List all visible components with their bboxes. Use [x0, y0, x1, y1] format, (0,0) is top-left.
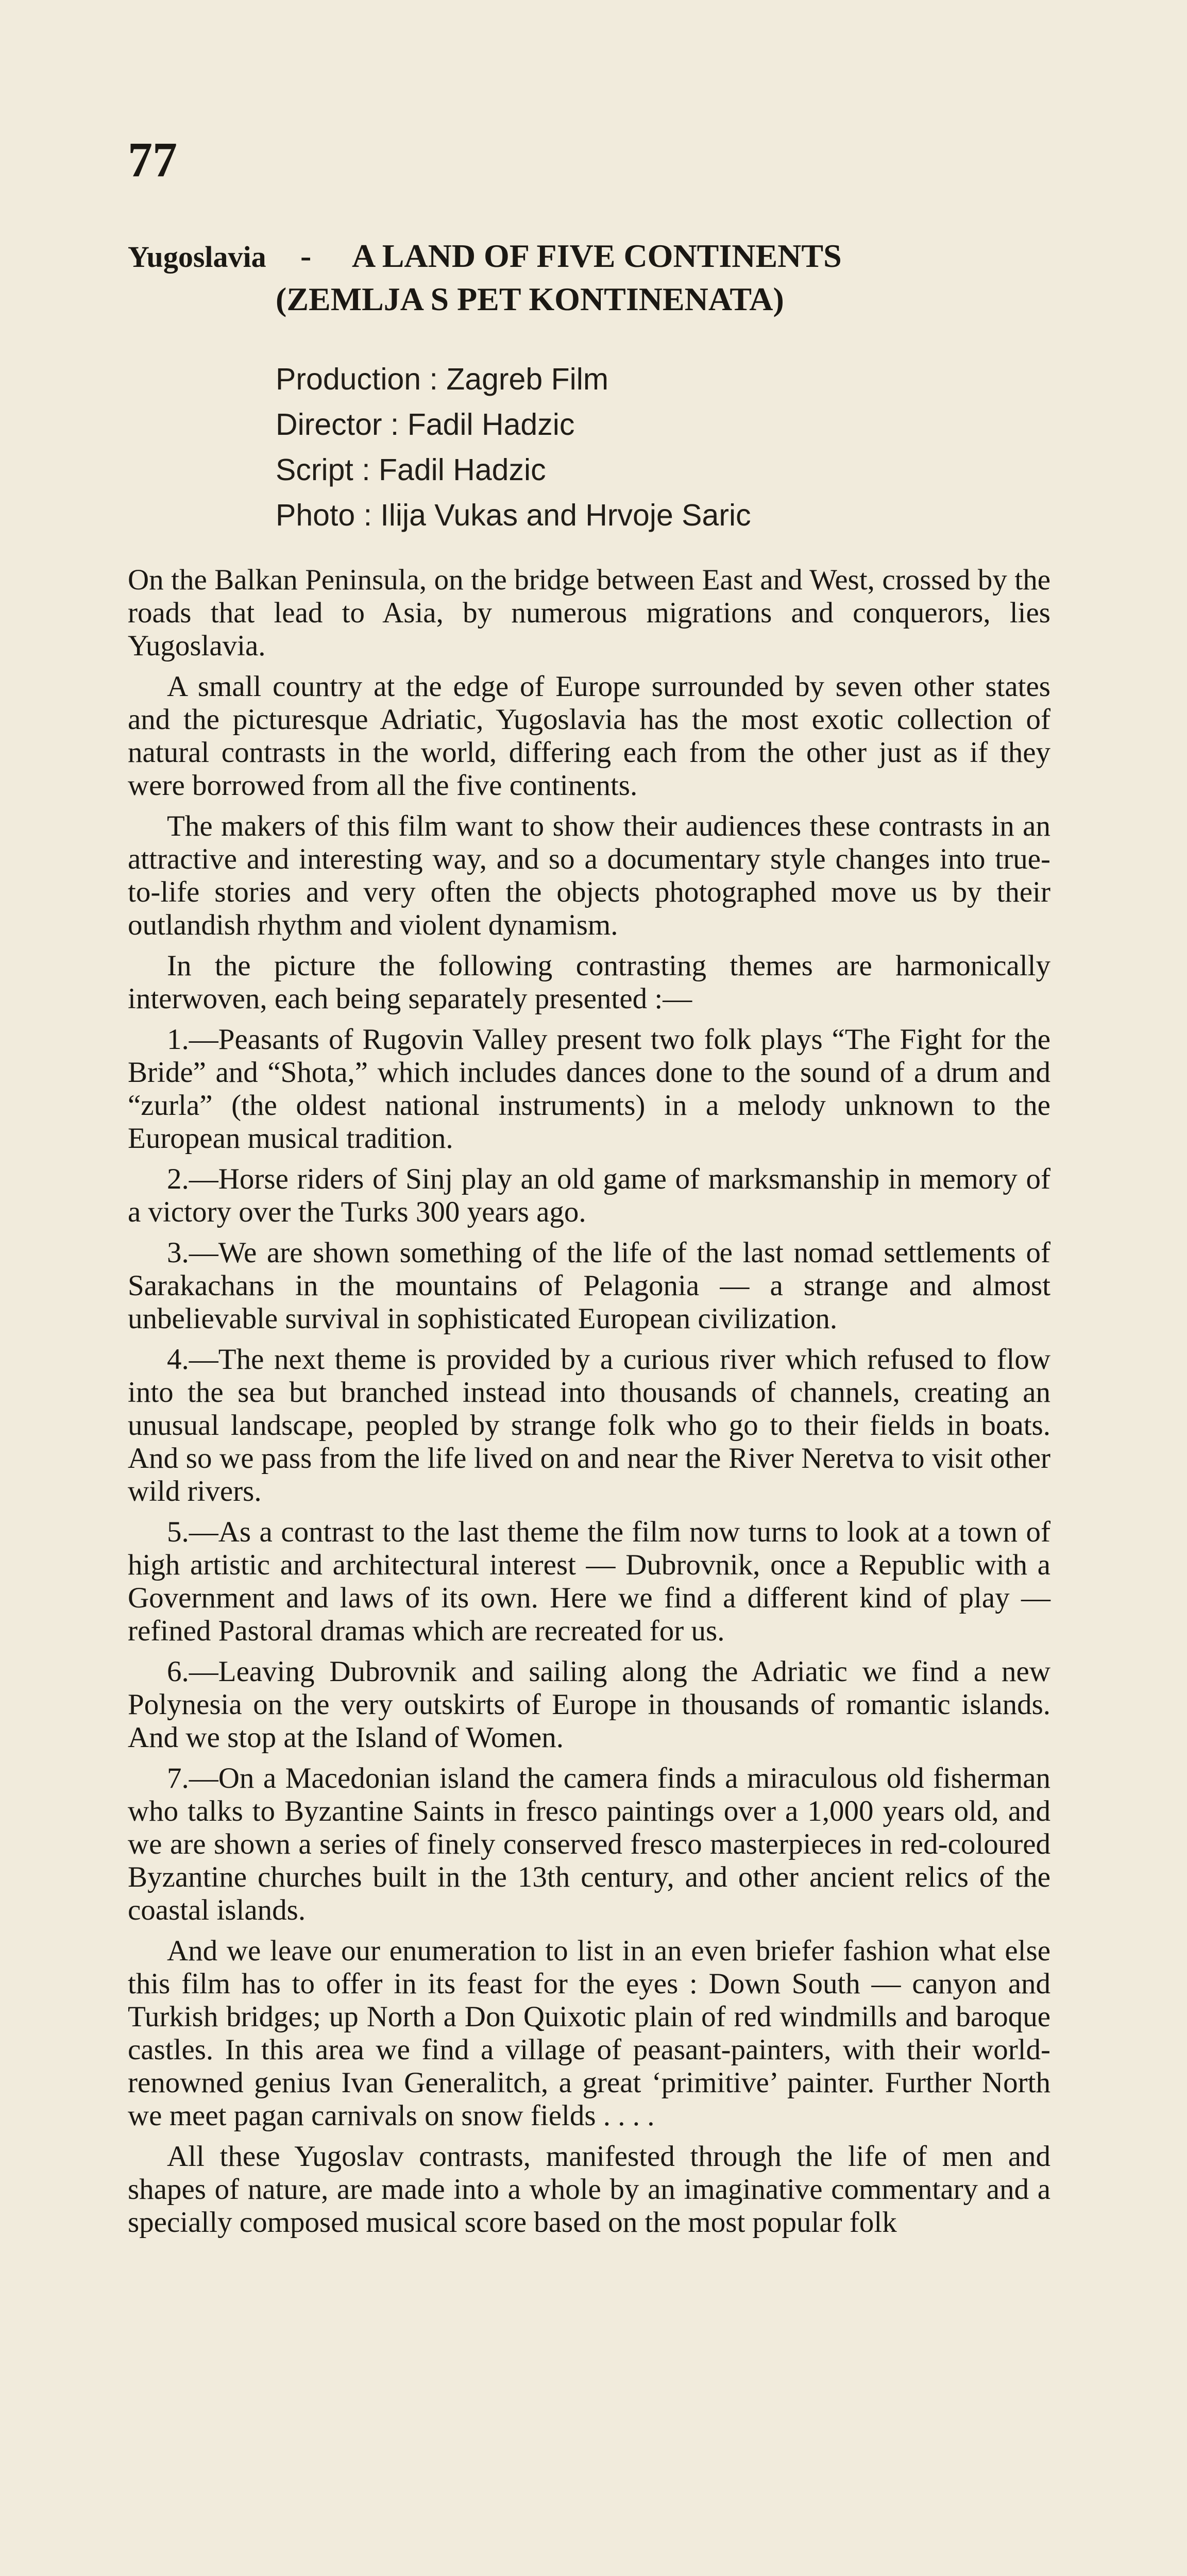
theme-item-1: 1.—Peasants of Rugovin Valley present two folk plays “The Fight for the Bride” and “Shota,” which includes dances done to the sound of a drum and “zurla” (the oldest national instruments) in a melody unknown to the European musical tradition.	[128, 1023, 1050, 1155]
credit-production: Production : Zagreb Film	[276, 362, 608, 396]
paragraph-other-highlights: And we leave our enumeration to list in an even briefer fashion what else this film has to offer in its feast for the eyes : Down South — canyon and Turkish bridges; up North a Don Quixotic plain of red windmills and baroque castles. In this area we find a village of peasant-painters, with their world-renowned genius Ivan Generalitch, a great ‘primitive’ painter. Further North we meet pagan carnivals on snow fields . . . .	[128, 1935, 1050, 2132]
title-main-row	[128, 235, 1055, 278]
synopsis-body	[128, 564, 1050, 2247]
paragraph-filmmakers: The makers of this film want to show their audiences these contrasts in an attractive and interesting way, and so a documentary style changes into true-to-life stories and very often the objects photographed move us by their outlandish rhythm and violent dynamism.	[128, 810, 1050, 941]
credit-director: Director : Fadil Hadzic	[276, 408, 575, 442]
theme-item-2: 2.—Horse riders of Sinj play an old game of marksmanship in memory of a victory over the Turks 300 years ago.	[128, 1163, 1050, 1228]
film-title: A LAND OF FIVE CONTINENTS	[352, 238, 842, 274]
paragraph-conclusion: All these Yugoslav contrasts, manifested through the life of men and shapes of nature, are made into a whole by an imaginative commentary and a specially composed musical score based on the most popular folk	[128, 2140, 1050, 2239]
credit-script: Script : Fadil Hadzic	[276, 453, 546, 487]
credits-list	[276, 357, 1048, 538]
entry-number: 77	[128, 132, 177, 187]
theme-item-4: 4.—The next theme is provided by a curious river which refused to flow into the sea but branched instead into thousands of channels, creating an unusual landscape, peopled by strange folk who go to their fields in boats. And so we pass from the life lived on and near the River Neretva to visit other wild rivers.	[128, 1343, 1050, 1507]
credit-photo: Photo : Ilija Vukas and Hrvoje Saric	[276, 498, 751, 532]
country-label: Yugoslavia	[128, 240, 266, 274]
theme-item-3: 3.—We are shown something of the life of the last nomad settlements of Sarakachans in the mountains of Pelagonia — a strange and almost unbelievable survival in sophisticated European civilization.	[128, 1236, 1050, 1335]
paragraph-country-contrasts: A small country at the edge of Europe surrounded by seven other states and the picturesque Adriatic, Yugoslavia has the most exotic collection of natural contrasts in the world, differing each from the other just as if they were borrowed from all the five continents.	[128, 670, 1050, 802]
film-title-block	[128, 235, 1055, 320]
film-original-title: (ZEMLJA S PET KONTINENATA)	[276, 281, 784, 317]
paragraph-themes-intro: In the picture the following contrasting themes are harmonically interwoven, each being separately presented :—	[128, 950, 1050, 1015]
paragraph-intro: On the Balkan Peninsula, on the bridge between East and West, crossed by the roads that lead to Asia, by numerous migrations and conquerors, lies Yugoslavia.	[128, 564, 1050, 662]
theme-item-6: 6.—Leaving Dubrovnik and sailing along the Adriatic we find a new Polynesia on the very outskirts of Europe in thousands of romantic islands. And we stop at the Island of Women.	[128, 1655, 1050, 1754]
title-separator: -	[300, 238, 312, 274]
theme-item-5: 5.—As a contrast to the last theme the film now turns to look at a town of high artistic and architectural interest — Dubrovnik, once a Republic with a Government and laws of its own. Here we find a different kind of play — refined Pastoral dramas which are recreated for us.	[128, 1516, 1050, 1647]
theme-item-7: 7.—On a Macedonian island the camera finds a miraculous old fisherman who talks to Byzantine Saints in fresco paintings over a 1,000 years old, and we are shown a series of finely conserved fresco masterpieces in red-coloured Byzantine churches built in the 13th century, and other ancient relics of the coastal islands.	[128, 1762, 1050, 1926]
